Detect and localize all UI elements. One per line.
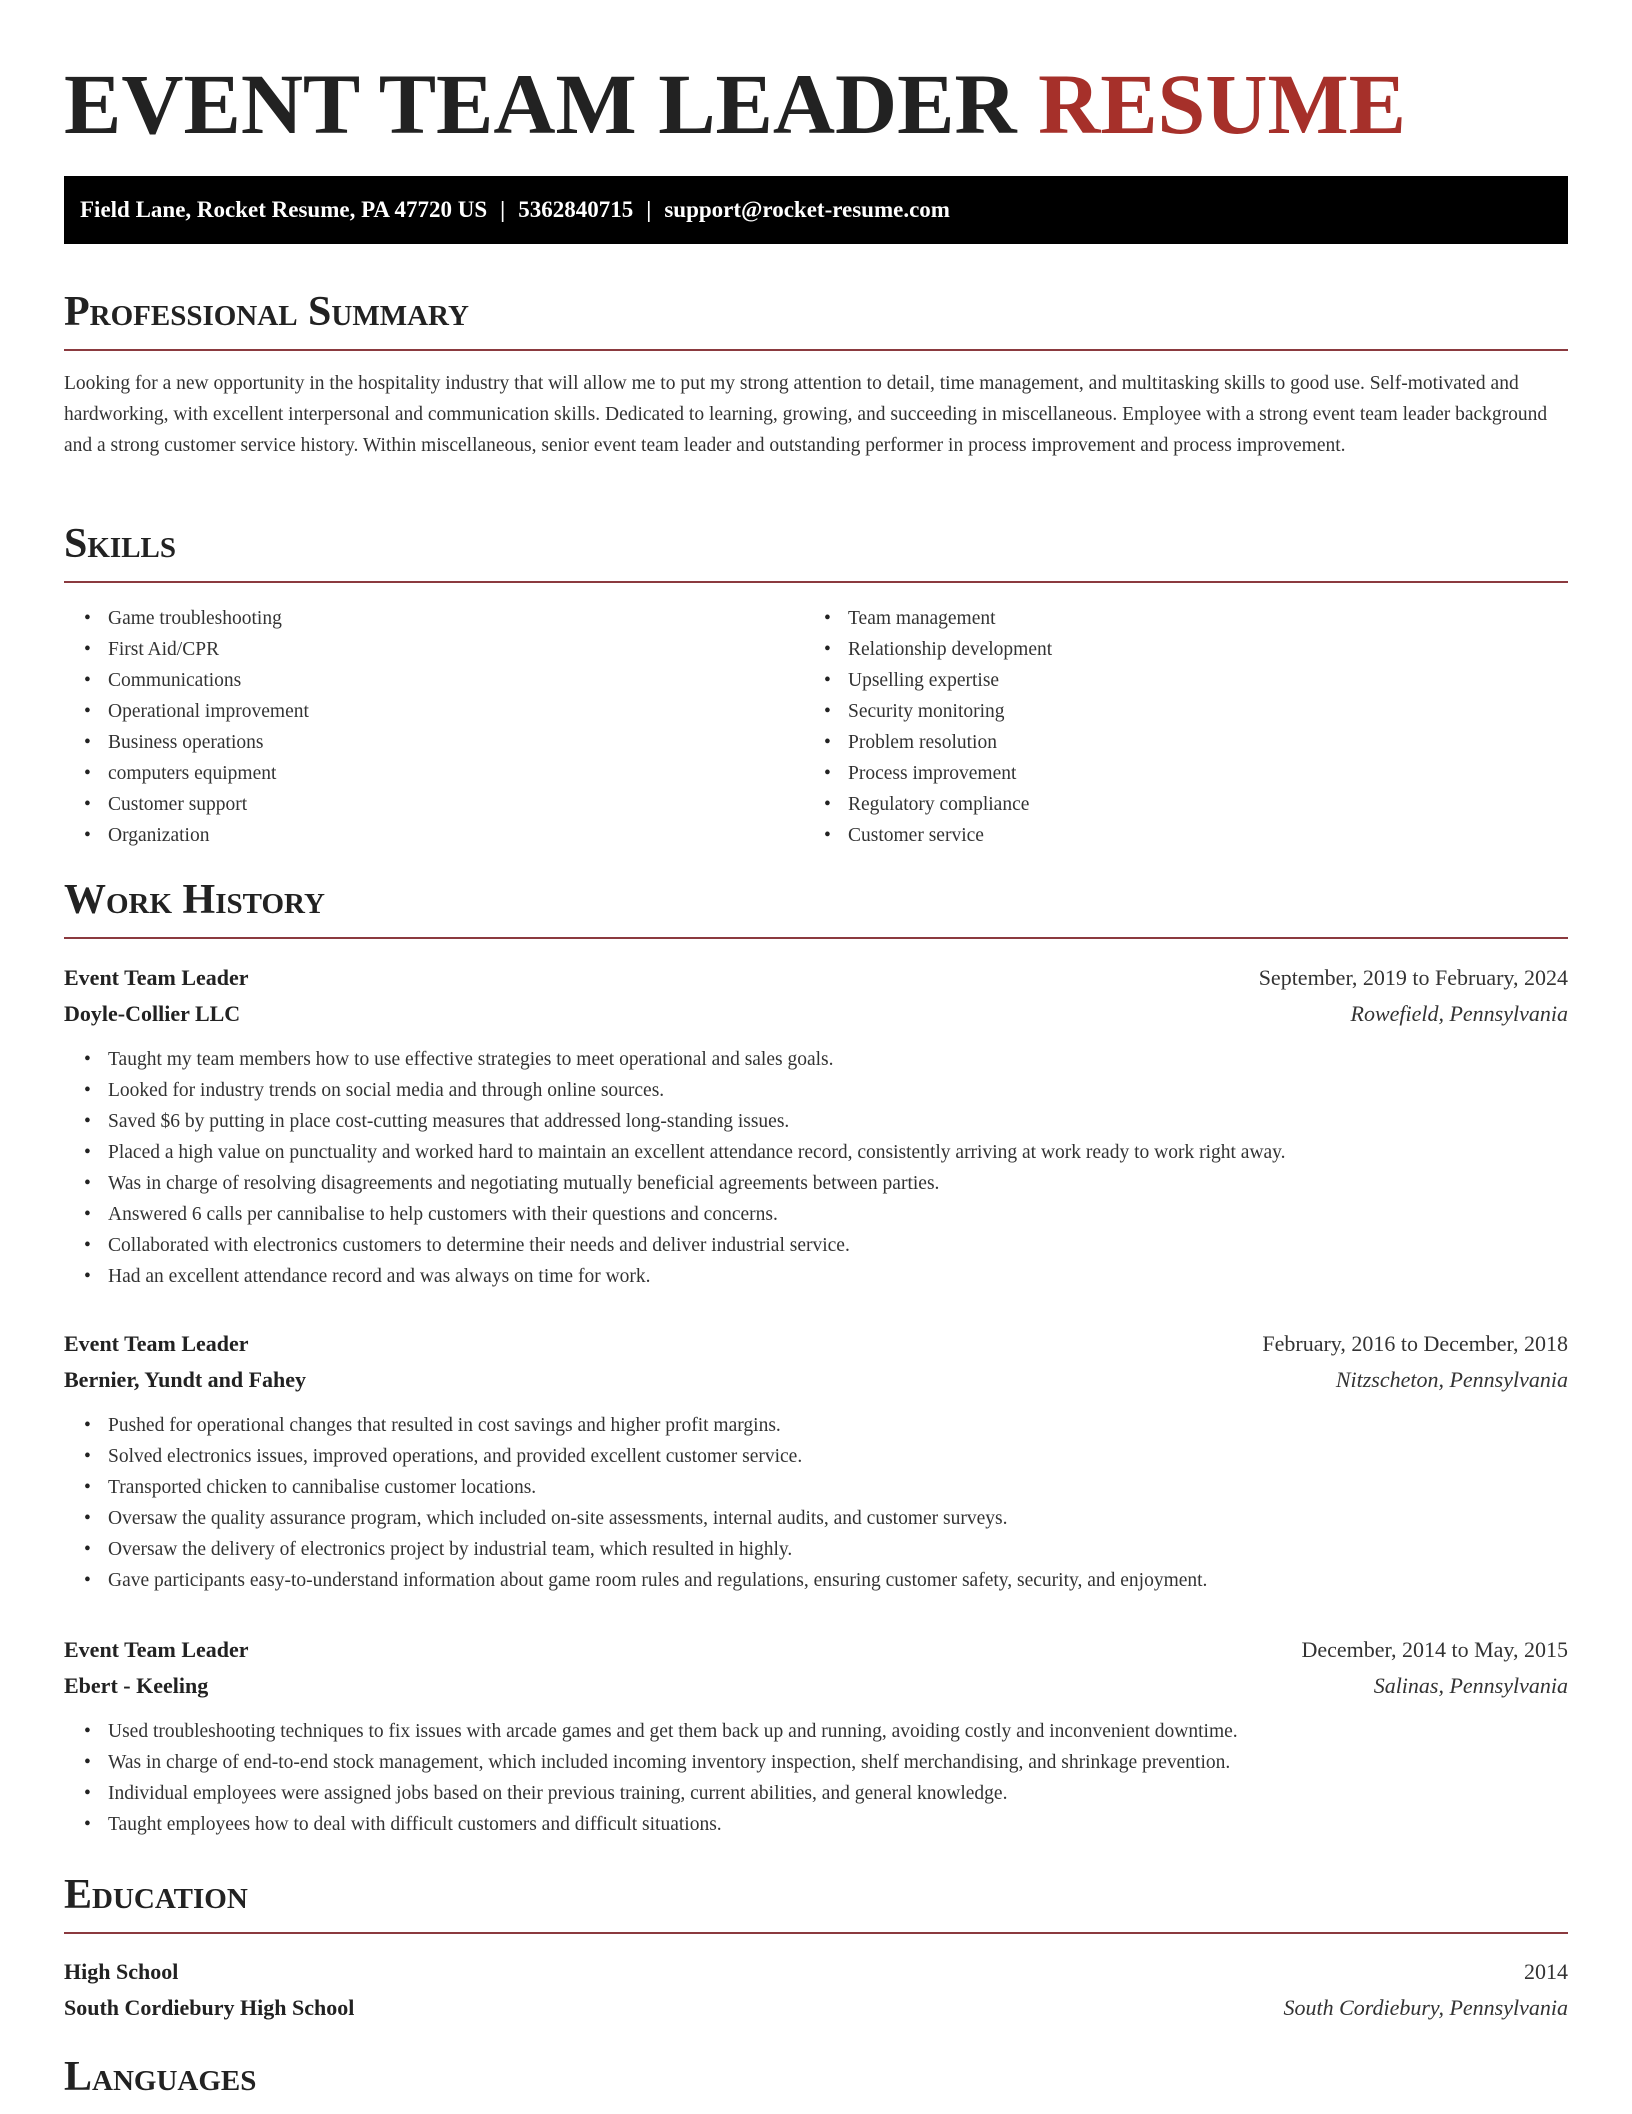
skills-column-right bbox=[804, 603, 1052, 851]
job-bullet: • Was in charge of resolving disagreements and negotiating mutually beneficial agreements between parties. bbox=[108, 1168, 1286, 1199]
job-entry bbox=[64, 1326, 1568, 1591]
skill-item: • Business operations bbox=[108, 727, 309, 758]
title-main: EVENT TEAM LEADER bbox=[64, 56, 1017, 152]
job-dates: February, 2016 to December, 2018 bbox=[1262, 1331, 1568, 1356]
job-header bbox=[64, 960, 1568, 996]
job-company: Bernier, Yundt and Fahey bbox=[64, 1367, 307, 1392]
job-bullet: • Saved $6 by putting in place cost-cutting measures that addressed long-standing issues. bbox=[108, 1106, 1286, 1137]
job-location: Rowefield, Pennsylvania bbox=[1350, 1001, 1568, 1026]
contact-phone: 5362840715 bbox=[518, 197, 634, 222]
contact-separator: | bbox=[500, 197, 506, 222]
skill-item: • Process improvement bbox=[848, 758, 1052, 789]
job-bullets bbox=[64, 1044, 1286, 1292]
job-company: Doyle-Collier LLC bbox=[64, 1001, 241, 1026]
skills-column-left bbox=[64, 603, 309, 851]
education-header bbox=[64, 1954, 1568, 1990]
education-entry bbox=[64, 1954, 1568, 2026]
skill-item: • Team management bbox=[848, 603, 1052, 634]
education-location: South Cordiebury, Pennsylvania bbox=[1283, 1995, 1568, 2020]
job-bullet: • Oversaw the delivery of electronics project by industrial team, which resulted in highly. bbox=[108, 1534, 1207, 1565]
job-bullet: • Placed a high value on punctuality and worked hard to maintain an excellent attendance record, consistently arriving at work ready to work right away. bbox=[108, 1137, 1286, 1168]
job-bullet: • Solved electronics issues, improved operations, and provided excellent customer service. bbox=[108, 1441, 1207, 1472]
contact-address: Field Lane, Rocket Resume, PA 47720 US bbox=[80, 197, 488, 222]
job-header bbox=[64, 1326, 1568, 1362]
job-bullet: • Oversaw the quality assurance program, which included on-site assessments, internal audits, and customer surveys. bbox=[108, 1503, 1207, 1534]
job-bullet: • Looked for industry trends on social media and through online sources. bbox=[108, 1075, 1286, 1106]
skill-item: • Customer support bbox=[108, 789, 309, 820]
skill-item: • Organization bbox=[108, 820, 309, 851]
skill-item: • Communications bbox=[108, 665, 309, 696]
job-bullet: • Collaborated with electronics customers to determine their needs and deliver industrial service. bbox=[108, 1230, 1286, 1261]
job-subheader bbox=[64, 1362, 1568, 1398]
job-entry bbox=[64, 960, 1568, 1287]
skill-item: • Customer service bbox=[848, 820, 1052, 851]
summary-heading: Professional Summary bbox=[64, 287, 1568, 351]
skill-item: • computers equipment bbox=[108, 758, 309, 789]
skill-item: • Upselling expertise bbox=[848, 665, 1052, 696]
job-bullet: • Individual employees were assigned jobs based on their previous training, current abilities, and general knowledge. bbox=[108, 1778, 1238, 1809]
skill-item: • Operational improvement bbox=[108, 696, 309, 727]
job-company: Ebert - Keeling bbox=[64, 1673, 209, 1698]
skill-item: • Security monitoring bbox=[848, 696, 1052, 727]
education-year: 2014 bbox=[1524, 1959, 1568, 1984]
job-title: Event Team Leader bbox=[64, 965, 249, 990]
education-degree: High School bbox=[64, 1959, 179, 1984]
job-bullet: • Was in charge of end-to-end stock management, which included incoming inventory inspection, shelf merchandising, and shrinkage prevention. bbox=[108, 1747, 1238, 1778]
resume-title bbox=[64, 54, 1406, 154]
job-dates: December, 2014 to May, 2015 bbox=[1301, 1637, 1568, 1662]
job-bullet: • Used troubleshooting techniques to fix issues with arcade games and get them back up and running, avoiding costly and inconvenient downtime. bbox=[108, 1716, 1238, 1747]
contact-separator: | bbox=[646, 197, 652, 222]
job-subheader bbox=[64, 1668, 1568, 1704]
title-accent: RESUME bbox=[1038, 56, 1407, 152]
job-bullet: • Gave participants easy-to-understand information about game room rules and regulations, ensuring customer safety, security, and enjoyment. bbox=[108, 1565, 1207, 1596]
job-subheader bbox=[64, 996, 1568, 1032]
languages-heading: Languages bbox=[64, 2054, 257, 2100]
skill-item: • Game troubleshooting bbox=[108, 603, 309, 634]
skills-heading: Skills bbox=[64, 519, 1568, 583]
job-bullet: • Answered 6 calls per cannibalise to help customers with their questions and concerns. bbox=[108, 1199, 1286, 1230]
skill-item: • Relationship development bbox=[848, 634, 1052, 665]
education-subheader bbox=[64, 1990, 1568, 2026]
job-bullet: • Had an excellent attendance record and was always on time for work. bbox=[108, 1261, 1286, 1292]
job-location: Nitzscheton, Pennsylvania bbox=[1335, 1367, 1568, 1392]
summary-text: Looking for a new opportunity in the hospitality industry that will allow me to put my strong attention to detail, time management, and multitasking skills to good use. Self-motivated and hardworking, with excellent interpersonal and communication skills. Dedicated to learning, growing, and succeeding in miscellaneous. Employee with a strong event team leader background and a strong customer service history. Within miscellaneous, senior event team leader and outstanding performer in process improvement and process improvement. bbox=[64, 373, 1548, 456]
skill-item: • Regulatory compliance bbox=[848, 789, 1052, 820]
job-header bbox=[64, 1632, 1568, 1668]
job-bullet: • Taught employees how to deal with difficult customers and difficult situations. bbox=[108, 1809, 1238, 1840]
job-bullet: • Taught my team members how to use effective strategies to meet operational and sales goals. bbox=[108, 1044, 1286, 1075]
work-heading: Work History bbox=[64, 875, 1568, 939]
job-title: Event Team Leader bbox=[64, 1331, 249, 1356]
job-bullets bbox=[64, 1716, 1238, 1840]
job-bullets bbox=[64, 1410, 1207, 1596]
education-heading: Education bbox=[64, 1870, 1568, 1934]
skill-item: • Problem resolution bbox=[848, 727, 1052, 758]
job-bullet: • Pushed for operational changes that resulted in cost savings and higher profit margins. bbox=[108, 1410, 1207, 1441]
job-location: Salinas, Pennsylvania bbox=[1373, 1673, 1568, 1698]
contact-email: support@rocket-resume.com bbox=[664, 197, 950, 222]
job-title: Event Team Leader bbox=[64, 1637, 249, 1662]
education-school: South Cordiebury High School bbox=[64, 1995, 355, 2020]
job-bullet: • Transported chicken to cannibalise customer locations. bbox=[108, 1472, 1207, 1503]
job-entry bbox=[64, 1632, 1568, 1835]
contact-bar bbox=[64, 176, 1568, 244]
job-dates: September, 2019 to February, 2024 bbox=[1258, 965, 1568, 990]
skill-item: • First Aid/CPR bbox=[108, 634, 309, 665]
